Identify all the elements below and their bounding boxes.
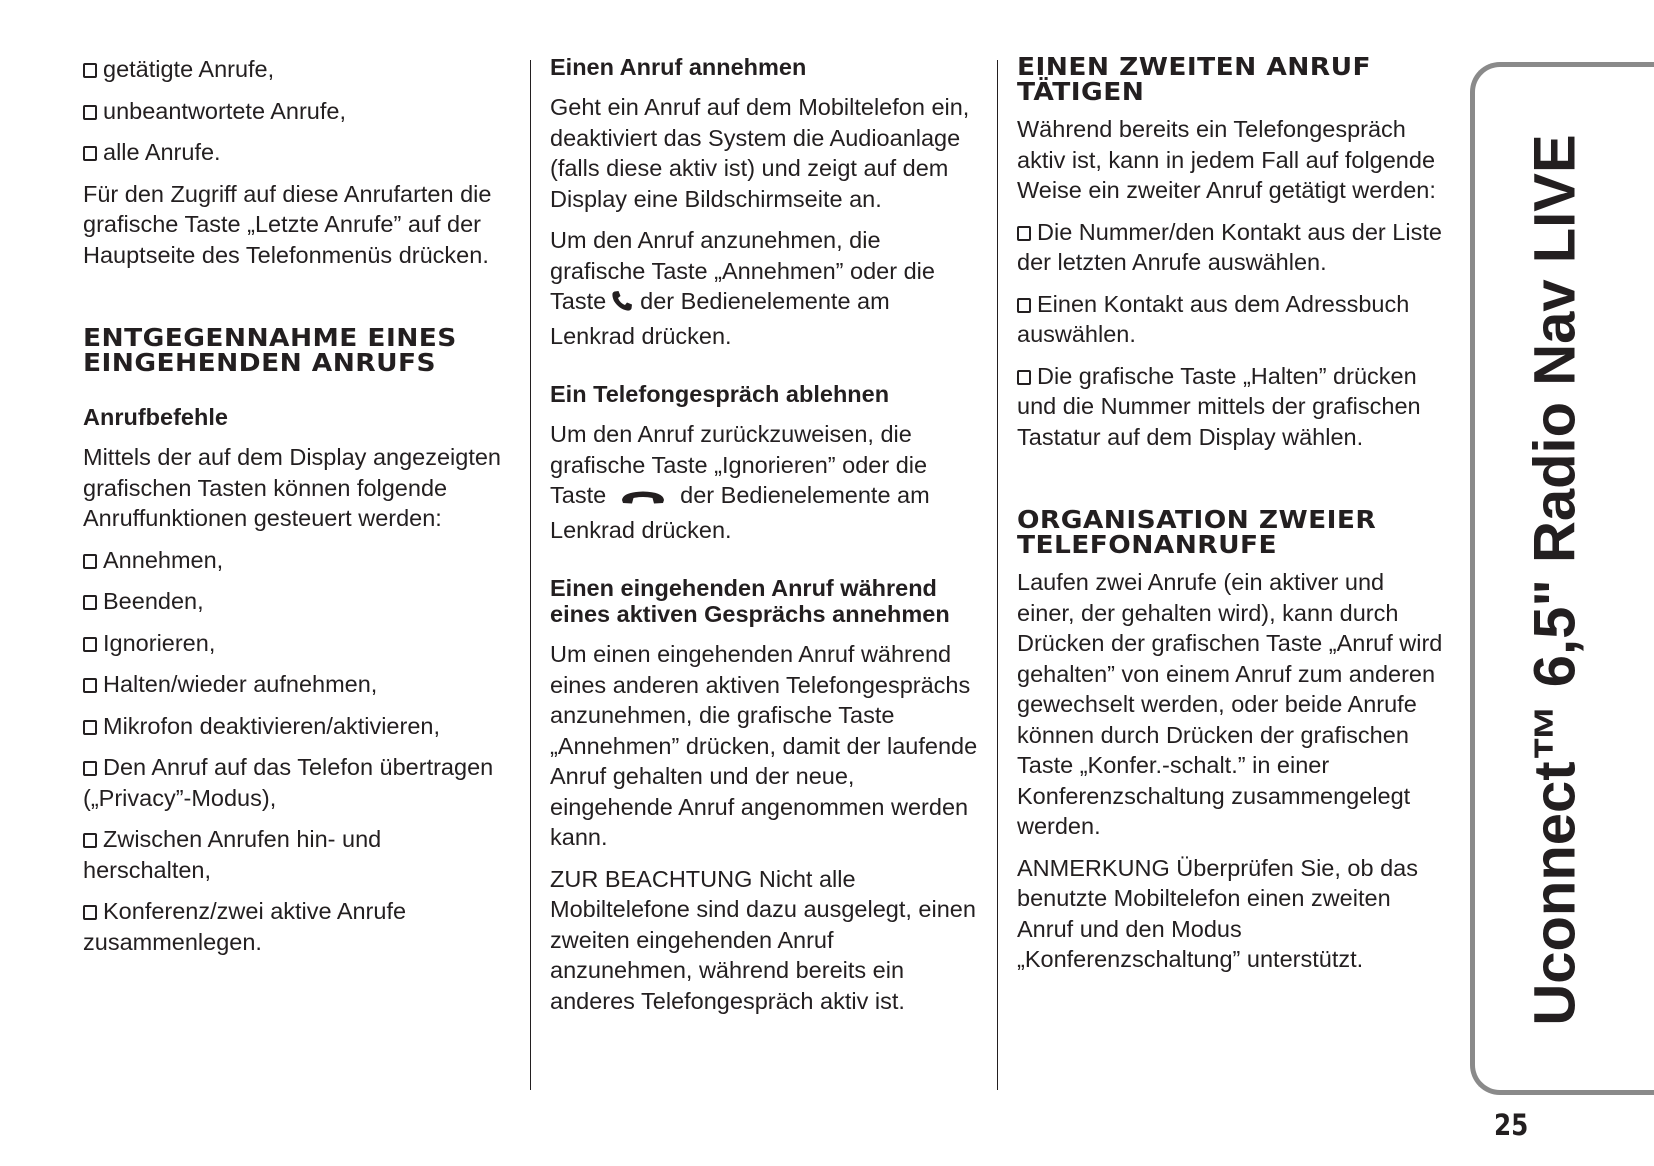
page-number: 25 [1494,1108,1529,1142]
checkbox-bullet-icon [83,905,97,920]
column-2 [550,54,980,1027]
paragraph-two-calls: Laufen zwei Anrufe (ein aktiver und einer, der gehalten wird), kann durch Drücken der grafischen Taste „Anruf wird gehalten” von einem Anruf zum anderen gewechselt werden, oder beide Anrufe können durch Drücken der grafischen Taste „Konfer.-schalt.” in einer Konferenzschaltung zusammengelegt werden. [1017,569,1443,839]
list-item: getätigte Anrufe, [83,54,515,85]
column-divider [530,60,531,1090]
checkbox-bullet-icon [83,637,97,652]
checkbox-bullet-icon [83,146,97,161]
list-item: Konferenz/zwei aktive Anrufe zusammenlegen. [83,898,407,955]
list-item: Zwischen Anrufen hin- und herschalten, [83,826,382,883]
list-item: unbeantwortete Anrufe, [83,96,515,127]
paragraph-second-incoming: Um einen eingehenden Anruf während eines anderen aktiven Telefongesprächs anzunehmen, die grafische Taste „Annehmen” drücken, damit der laufende Anruf gehalten und der neue, eingehende Anruf angenommen werden kann. [550,641,978,850]
list-item: Ignorieren, [83,628,515,659]
list-item: Mikrofon deaktivieren/aktivieren, [83,711,515,742]
checkbox-bullet-icon [83,833,97,848]
column-3 [1017,54,1447,986]
checkbox-bullet-icon [83,554,97,569]
paragraph-call-types: Für den Zugriff auf diese Anrufarten die grafische Taste „Letzte Anrufe” auf der Hauptseite des Telefonmenüs drücken. [83,180,492,268]
checkbox-bullet-icon [1017,226,1031,241]
list-item: Einen Kontakt aus dem Adressbuch auswählen. [1017,290,1410,347]
list-item: Die grafische Taste „Halten” drücken und die Nummer mittels der grafischen Tastatur auf dem Display wählen. [1017,362,1421,450]
subheading-accept-call: Einen Anruf annehmen [550,54,807,80]
subheading-accept-during-active-call: Einen eingehenden Anruf während eines aktiven Gesprächs annehmen [550,575,950,627]
column-1 [83,54,515,968]
checkbox-bullet-icon [1017,298,1031,313]
checkbox-bullet-icon [83,678,97,693]
paragraph-accept-instructions: Um den Anruf anzunehmen, die grafische Taste „Annehmen” oder die Taste der Bedienelemente am Lenkrad drücken. [550,227,935,349]
list-item: Halten/wieder aufnehmen, [83,669,515,700]
section-heading-second-call: EINEN ZWEITEN ANRUF TÄTIGEN [1017,52,1372,106]
section-heading-two-calls: ORGANISATION ZWEIER TELEFONANRUFE [1017,505,1377,559]
list-item: alle Anrufe. [83,137,515,168]
checkbox-bullet-icon [83,105,97,120]
list-item: Annehmen, [83,545,515,576]
paragraph-second-call: Während bereits ein Telefongespräch aktiv ist, kann in jedem Fall auf folgende Weise ein zweiter Anruf getätigt werden: [1017,116,1436,203]
checkbox-bullet-icon [83,595,97,610]
phone-accept-icon [610,289,634,321]
paragraph-reject-instructions: Um den Anruf zurückzuweisen, die grafische Taste „Ignorieren” oder die Taste der Bedienelemente am Lenkrad drücken. [550,421,930,543]
subheading-call-commands: Anrufbefehle [83,404,228,430]
checkbox-bullet-icon [83,63,97,78]
list-item: Den Anruf auf das Telefon übertragen („Privacy”-Modus), [83,754,494,811]
paragraph-call-functions: Mittels der auf dem Display angezeigten grafischen Tasten können folgende Anruffunktionen gesteuert werden: [83,444,501,531]
paragraph-note: ZUR BEACHTUNG Nicht alle Mobiltelefone sind dazu ausgelegt, einen zweiten eingehenden Anruf anzunehmen, während bereits ein anderes Telefongespräch aktiv ist. [550,865,976,1014]
chapter-title: Uconnect™ 6,5" Radio Nav LIVE [1522,134,1588,1026]
checkbox-bullet-icon [83,761,97,776]
phone-hangup-icon [620,484,666,515]
checkbox-bullet-icon [1017,370,1031,385]
paragraph-incoming-call: Geht ein Anruf auf dem Mobiltelefon ein, deaktiviert das System die Audioanlage (falls diese aktiv ist) und zeigt auf dem Display eine Bildschirmseite an. [550,94,970,212]
subheading-reject-call: Ein Telefongespräch ablehnen [550,381,890,407]
list-item: Die Nummer/den Kontakt aus der Liste der letzten Anrufe auswählen. [1017,218,1442,275]
checkbox-bullet-icon [83,720,97,735]
section-heading-incoming-call: ENTGEGENNAHME EINES EINGEHENDEN ANRUFS [83,323,457,377]
paragraph-remark: ANMERKUNG Überprüfen Sie, ob das benutzte Mobiltelefon einen zweiten Anruf und den Modus „Konferenzschaltung” unterstützt. [1017,854,1418,972]
list-item: Beenden, [83,586,515,617]
column-divider [997,60,998,1090]
